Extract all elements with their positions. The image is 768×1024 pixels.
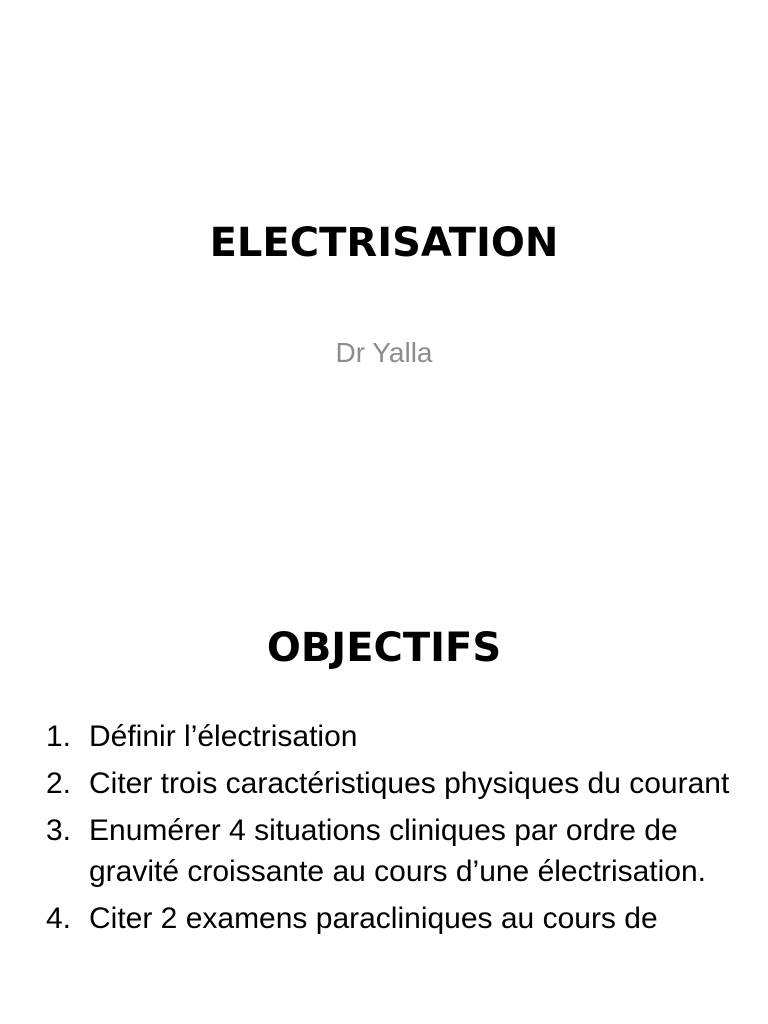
slide-1-subtitle: Dr Yalla (335, 337, 433, 368)
list-item-number: 1. (46, 720, 72, 753)
list-item-text: Enumérer 4 situations cliniques par ordre de gravité croissante au cours d’une électrisation. (89, 814, 706, 888)
slide-1-title: ELECTRISATION (209, 220, 559, 266)
list-item (40, 898, 740, 939)
list-item (40, 763, 740, 804)
list-item-number: 4. (46, 902, 72, 935)
objectives-list (40, 716, 740, 945)
list-item-text: Citer 2 examens paracliniques au cours de (89, 902, 658, 935)
slide-2-title: OBJECTIFS (266, 625, 502, 671)
list-item-text: Citer trois caractéristiques physiques du courant (89, 767, 730, 800)
list-item (40, 716, 740, 757)
list-item-text: Définir l’électrisation (89, 720, 358, 753)
list-item-number: 3. (46, 814, 72, 847)
list-item (40, 810, 740, 892)
list-item-number: 2. (46, 767, 72, 800)
